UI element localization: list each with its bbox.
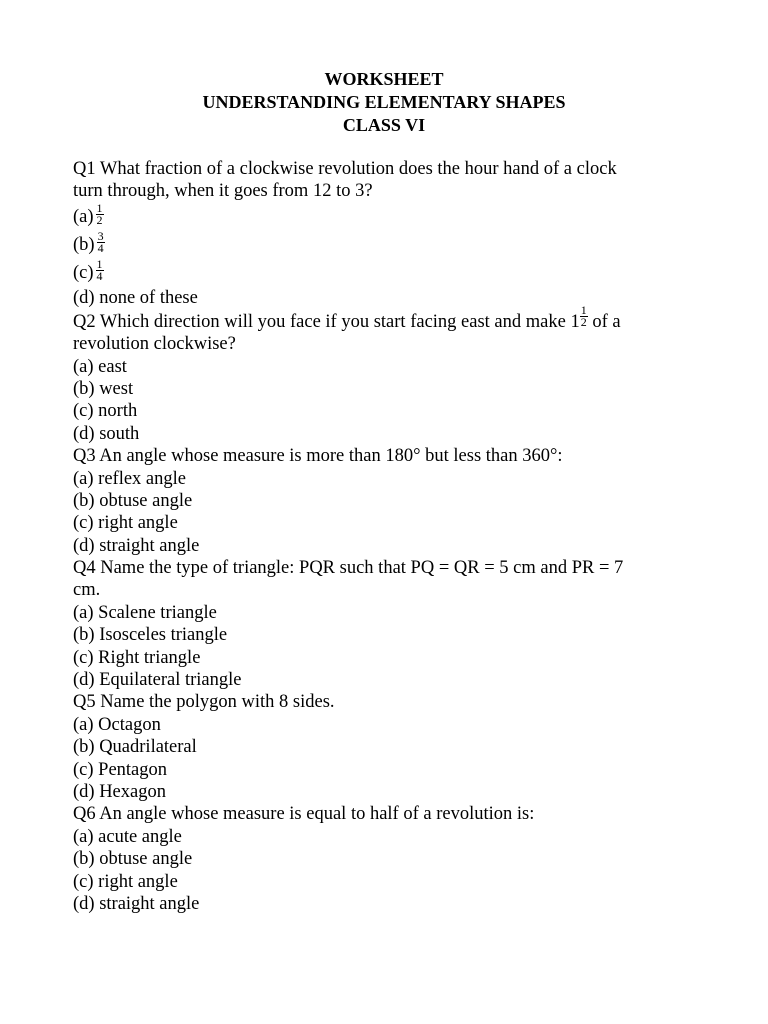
q1-option-b (73, 231, 693, 259)
header-title: WORKSHEET (324, 69, 444, 89)
q1-option-b-label: (b) (73, 234, 95, 255)
worksheet-header (0, 68, 768, 137)
q2-text-line-2: revolution clockwise? (73, 334, 236, 355)
fraction-numerator: 3 (97, 229, 104, 244)
q2-text-after: of a (587, 312, 621, 333)
q4-option-a: (a) Scalene triangle (73, 602, 217, 623)
q4-option-b: (b) Isosceles triangle (73, 625, 228, 646)
q5-option-d: (d) Hexagon (73, 781, 166, 802)
q1-option-a (73, 203, 693, 231)
q1-option-a-label: (a) (73, 206, 94, 227)
fraction-numerator: 1 (580, 303, 587, 318)
q2-text-before: Q2 Which direction will you face if you start facing east and make 1 (73, 312, 580, 333)
q3-option-c: (c) right angle (73, 513, 178, 534)
q5-text: Q5 Name the polygon with 8 sides. (73, 692, 335, 713)
q1-option-d: (d) none of these (73, 287, 198, 308)
q2-option-a: (a) east (73, 356, 127, 377)
header-class: CLASS VI (342, 115, 426, 135)
q3-option-d: (d) straight angle (73, 535, 200, 556)
q4-option-d: (d) Equilateral triangle (73, 670, 242, 691)
q2-option-d: (d) south (73, 423, 140, 444)
q6-option-b: (b) obtuse angle (73, 849, 193, 870)
q5-option-a: (a) Octagon (73, 714, 161, 735)
fraction-numerator: 1 (96, 257, 103, 272)
q5-option-c: (c) Pentagon (73, 759, 168, 780)
q1-option-b-fraction (97, 231, 105, 254)
question-list (73, 158, 693, 915)
q1-option-c-fraction (96, 259, 104, 282)
fraction-numerator: 1 (96, 201, 103, 216)
q1-text-line-2: turn through, when it goes from 12 to 3? (73, 181, 373, 202)
q1-text-line-1: Q1 What fraction of a clockwise revolution does the hour hand of a clock (73, 159, 617, 179)
q6-option-c: (c) right angle (73, 871, 178, 892)
fraction-denominator: 2 (580, 315, 587, 330)
q2-text-line-1 (73, 303, 693, 333)
q6-option-d: (d) straight angle (73, 893, 200, 914)
q4-text-line-1: Q4 Name the type of triangle: PQR such that PQ = QR = 5 cm and PR = 7 (73, 558, 624, 579)
q3-option-a: (a) reflex angle (73, 468, 186, 489)
q3-text: Q3 An angle whose measure is more than 180° but less than 360°: (73, 446, 563, 467)
q6-option-a: (a) acute angle (73, 826, 182, 847)
fraction-denominator: 4 (97, 241, 104, 256)
q1-option-a-fraction (96, 203, 104, 226)
q1-option-c-label: (c) (73, 262, 94, 283)
header-subject: UNDERSTANDING ELEMENTARY SHAPES (202, 92, 566, 112)
q4-option-c: (c) Right triangle (73, 647, 201, 668)
q5-option-b: (b) Quadrilateral (73, 737, 197, 758)
fraction-denominator: 2 (96, 213, 103, 228)
q4-text-line-2: cm. (73, 580, 101, 601)
q2-mixed-fraction (580, 305, 588, 328)
q1-option-c (73, 259, 693, 287)
q3-option-b: (b) obtuse angle (73, 490, 193, 511)
fraction-denominator: 4 (96, 269, 103, 284)
q6-text: Q6 An angle whose measure is equal to half of a revolution is: (73, 804, 535, 825)
q2-option-b: (b) west (73, 378, 134, 399)
q2-option-c: (c) north (73, 401, 138, 422)
